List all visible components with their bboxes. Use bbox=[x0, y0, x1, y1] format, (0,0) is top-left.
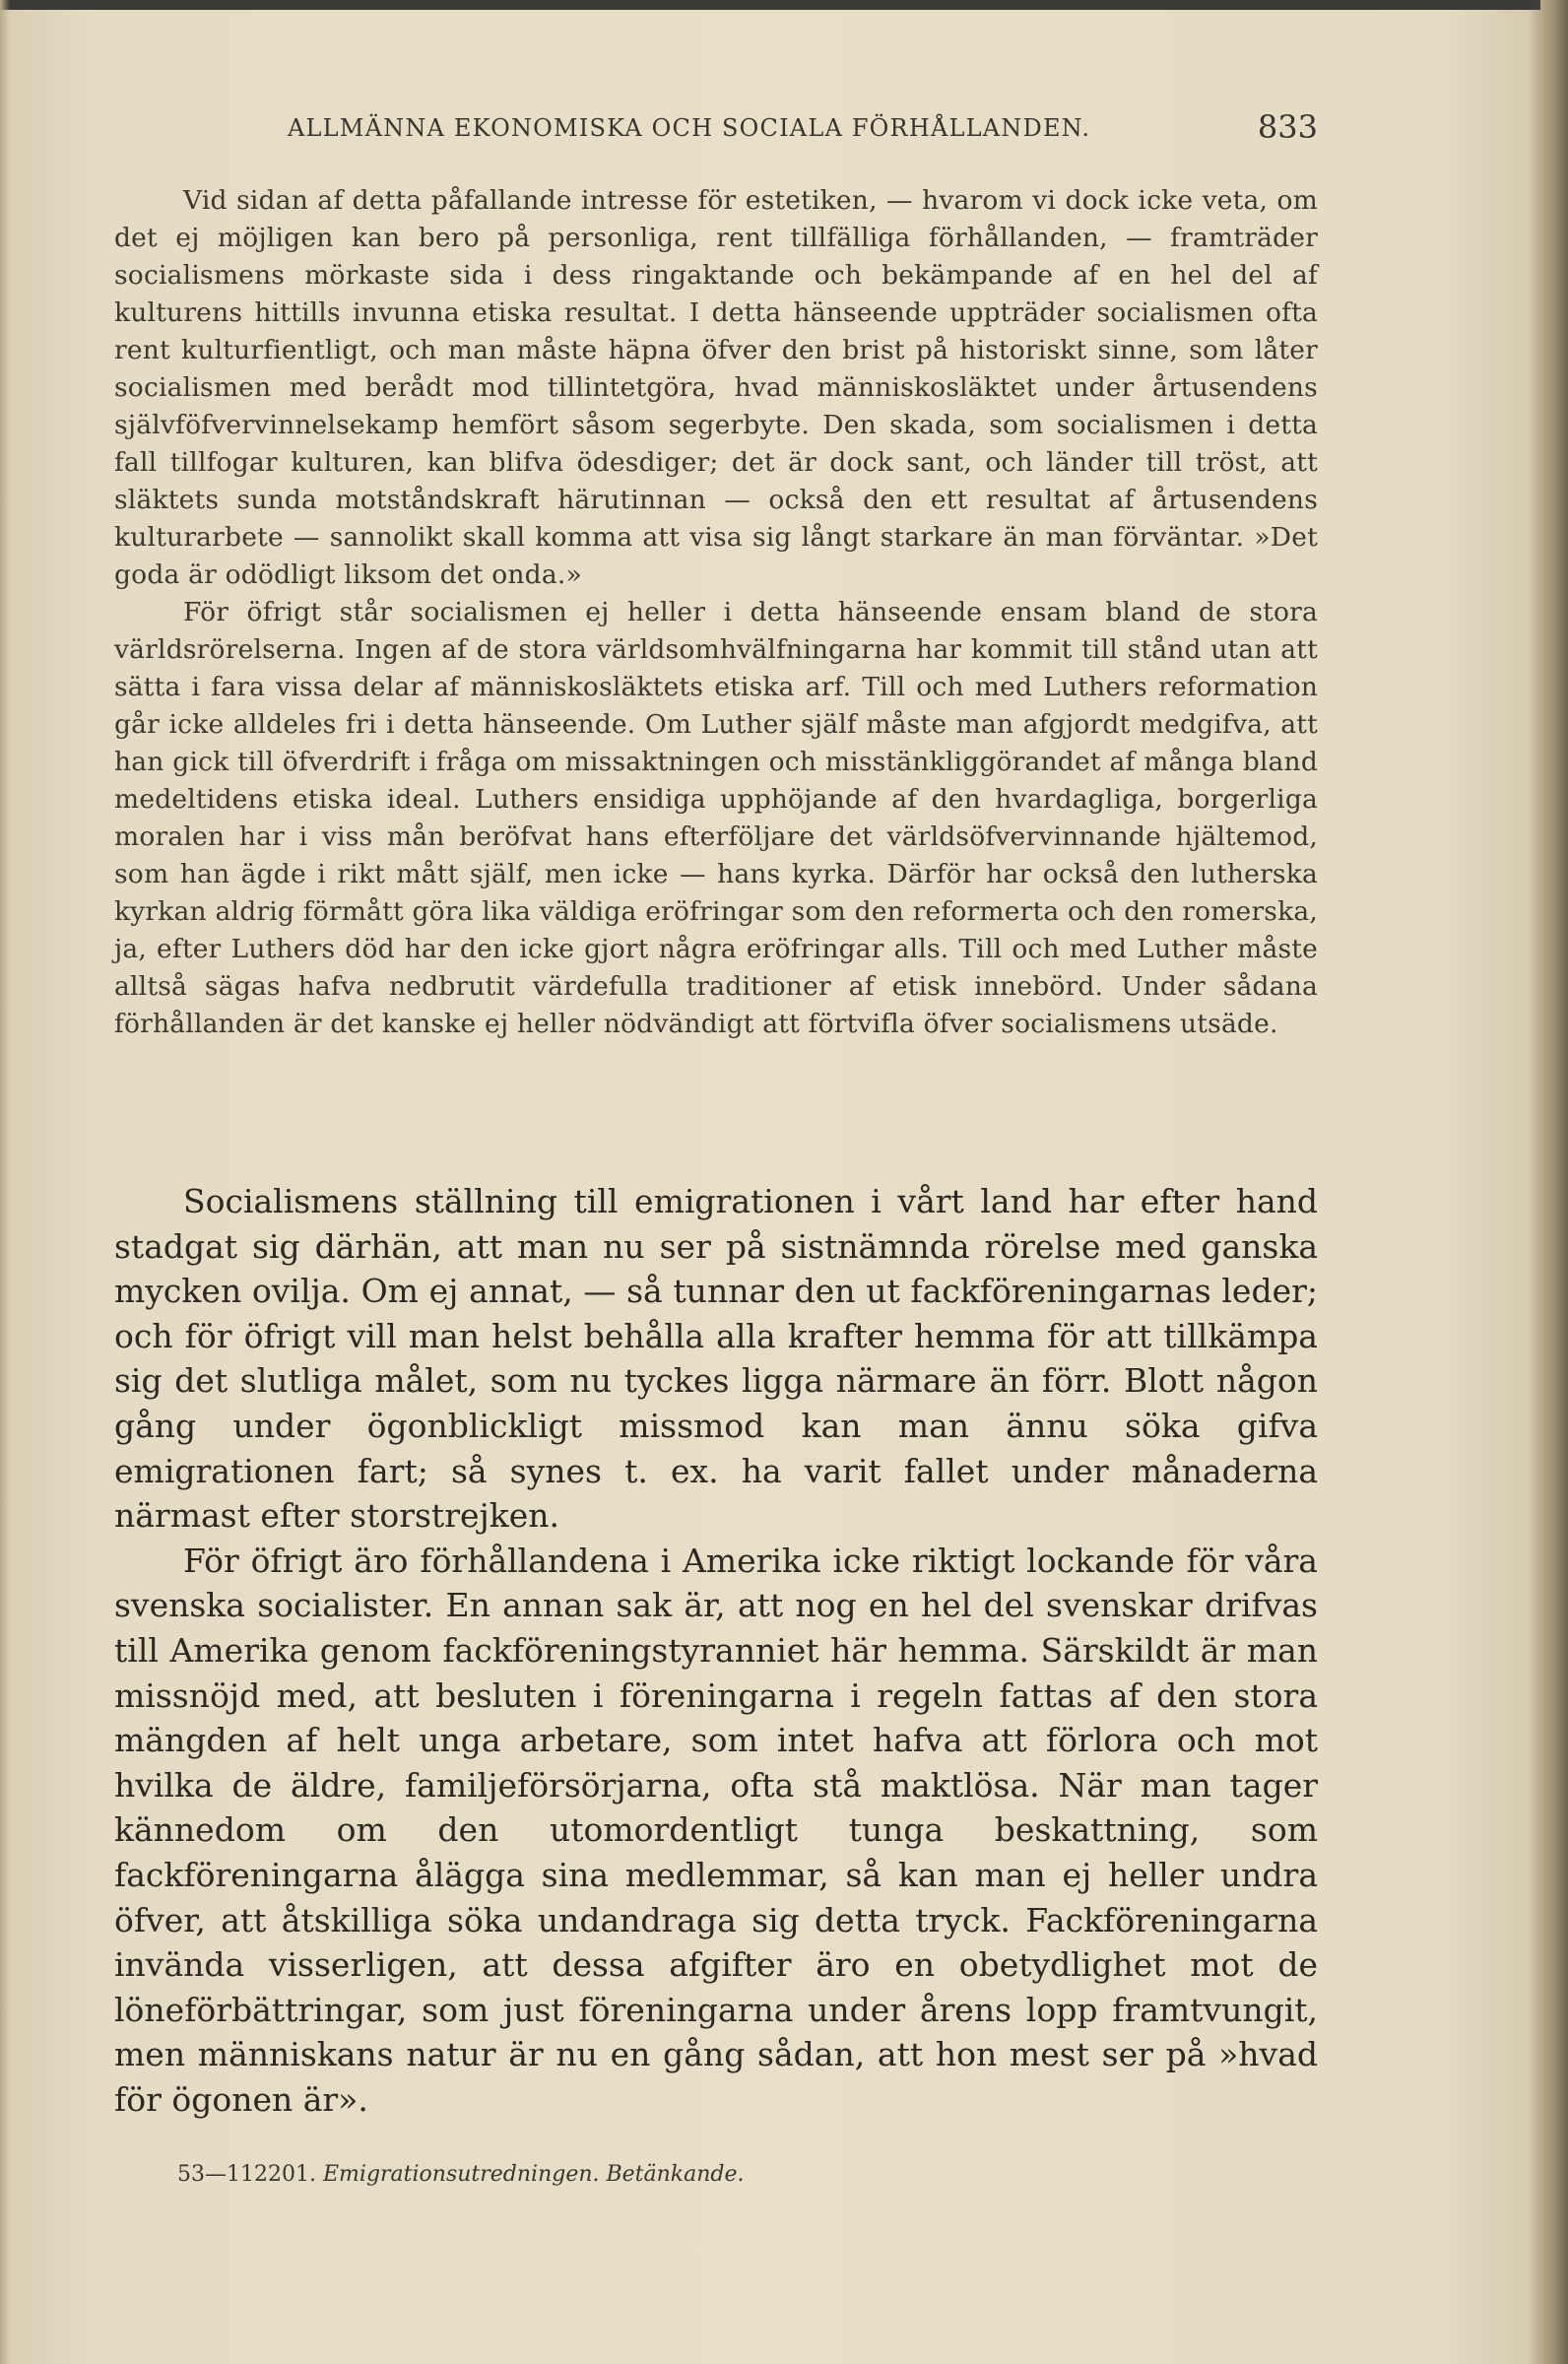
page-footer bbox=[177, 2162, 867, 2187]
small-text-section bbox=[114, 182, 1318, 1043]
running-title: ALLMÄNNA EKONOMISKA OCH SOCIALA FÖRHÅLLANDEN. bbox=[288, 114, 1091, 142]
page-header bbox=[288, 110, 1318, 150]
page-number: 833 bbox=[1257, 108, 1318, 146]
page-right-edge bbox=[1540, 0, 1568, 2364]
paragraph-small-1: Vid sidan af detta påfallande intresse för estetiken, — hvarom vi dock icke veta, om det ej möjligen kan bero på personliga, rent tillfälliga förhållanden, — framträder socialismens mörkaste sida i dess ringaktande och bekämpande af en hel del af kulturens hittills invunna etiska resultat. I detta hänseende uppträder socialismen ofta rent kulturfientligt, och man måste häpna öfver den brist på historiskt sinne, som låter socialismen med berådt mod tillintetgöra, hvad människosläktet under årtusendens självföfvervinnelsekamp hemfört såsom segerbyte. Den skada, som socialismen i detta fall tillfogar kulturen, kan blifva ödesdiger; det är dock sant, och länder till tröst, att släktets sunda motståndskraft härutinnan — också den ett resultat af årtusendens kulturarbete — sannolikt skall komma att visa sig långt starkare än man förväntar. »Det goda är odödligt liksom det onda.» bbox=[114, 185, 1318, 590]
page-top-edge bbox=[0, 0, 1568, 10]
paragraph-large-1: Socialismens ställning till emigrationen i vårt land har efter hand stadgat sig därhän, att man nu ser på sistnämnda rörelse med ganska mycken ovilja. Om ej annat, — så tunnar den ut fackföreningarnas leder; och för öfrigt vill man helst behålla alla krafter hemma för att tillkämpa sig det slutliga målet, som nu tyckes ligga närmare än förr. Blott någon gång under ögonblickligt missmod kan man ännu söka gifva emigrationen fart; så synes t. ex. ha varit fallet under månaderna närmast efter storstrejken. bbox=[114, 1182, 1318, 1536]
paragraph-large-2: För öfrigt äro förhållandena i Amerika icke riktigt lockande för våra svenska socialister. En annan sak är, att nog en hel del svenskar drifvas till Amerika genom fackföreningstyranniet här hemma. Särskildt är man missnöjd med, att besluten i föreningarna i regeln fattas af den stora mängden af helt unga arbetare, som intet hafva att förlora och mot hvilka de äldre, familjeförsörjarna, ofta stå maktlösa. När man tager kännedom om den utomordentligt tunga beskattning, som fackföreningarna ålägga sina medlemmar, så kan man ej heller undra öfver, att åtskilliga söka undandraga sig detta tryck. Fackföreningarna invända visserligen, att dessa afgifter äro en obetydlighet mot de löneförbättringar, som just föreningarna under årens lopp framtvungit, men människans natur är nu en gång sådan, att hon mest ser på »hvad för ögonen är». bbox=[114, 1541, 1318, 2119]
footer-title: Emigrationsutredningen. Betänkande. bbox=[322, 2162, 745, 2187]
page-gutter-shadow bbox=[1529, 0, 1540, 2364]
footer-code: 53—112201. bbox=[177, 2162, 316, 2187]
large-text-section bbox=[114, 1179, 1318, 2122]
page-left-edge bbox=[0, 0, 10, 2364]
paragraph-small-2: För öfrigt står socialismen ej heller i detta hänseende ensam bland de stora världsrörelserna. Ingen af de stora världsomhvälfningarna har kommit till stånd utan att sätta i fara vissa delar af människosläktets etiska arf. Till och med Luthers reformation går icke alldeles fri i detta hänseende. Om Luther själf måste man afgjordt medgifva, att han gick till öfverdrift i fråga om missaktningen och misstänkliggörandet af många bland medeltidens etiska ideal. Luthers ensidiga upphöjande af den hvardagliga, borgerliga moralen har i viss mån beröfvat hans efterföljare det världsöfvervinnande hjältemod, som han ägde i rikt mått själf, men icke — hans kyrka. Därför har också den lutherska kyrkan aldrig förmått göra lika väldiga eröfringar som den reformerta och den romerska, ja, efter Luthers död har den icke gjort några eröfringar alls. Till och med Luther måste alltså sägas hafva nedbrutit värdefulla traditioner af etisk innebörd. Under sådana förhållanden är det kanske ej heller nödvändigt att förtvifla öfver socialismens utsäde. bbox=[114, 597, 1318, 1039]
